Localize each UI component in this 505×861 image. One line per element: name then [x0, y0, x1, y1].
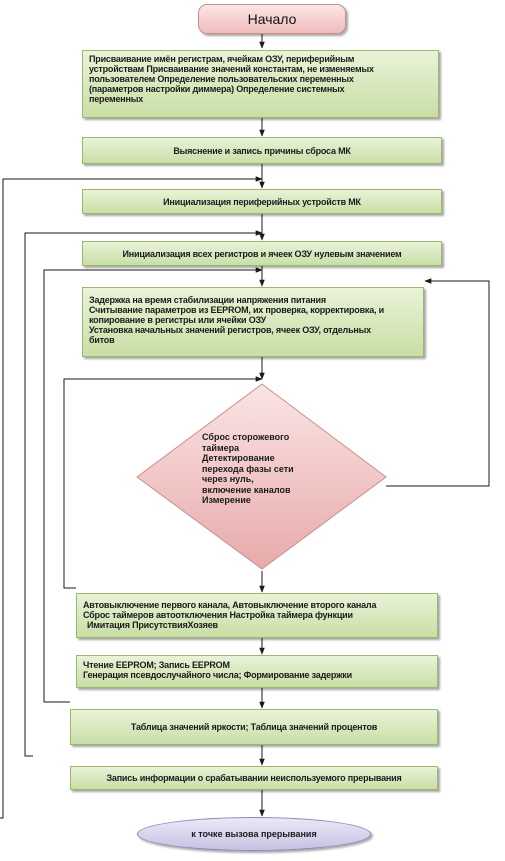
- step-text-line: пользователем Определение пользовательских переменных: [89, 74, 354, 84]
- step-text-line: Автовыключение первого канала, Автовыключение второго канала: [83, 600, 377, 610]
- step-text-line: Присваивание имён регистрам, ячейкам ОЗУ, периферийным: [89, 54, 355, 64]
- step-peripheral-init: [82, 189, 442, 214]
- step-text-line: Генерация псевдослучайного числа; Формирование задержки: [83, 670, 352, 680]
- decision-text-line: через нуль,: [202, 474, 254, 484]
- step-text-line: Инициализация всех регистров и ячеек ОЗУ нулевым значением: [122, 248, 402, 259]
- decision-text-line: таймера: [202, 442, 240, 453]
- step-text-line: устройствам Присваивание значений константам, не изменяемых: [89, 64, 374, 74]
- step-text-line: Запись информации о срабатывании неиспользуемого прерывания: [106, 773, 402, 783]
- step-text-line: Задержка на время стабилизации напряжения питания: [89, 295, 326, 305]
- step-text-line: копирование в регистры или ячейки ОЗУ: [89, 315, 266, 325]
- start-terminal: [198, 4, 346, 34]
- step-text-line: Сброс таймеров автоотключения Настройка таймера функции: [83, 610, 353, 620]
- step-tables: [70, 709, 438, 745]
- step-text-line: (параметров настройки диммера) Определение системных: [89, 84, 345, 94]
- decision-text-line: Детектирование: [202, 453, 275, 463]
- step-text-line: Инициализация периферийных устройств МК: [163, 196, 361, 207]
- step-text-line: битов: [89, 335, 115, 345]
- step-unused-interrupt: [70, 766, 438, 790]
- decision-text-line: Измерение: [202, 495, 251, 505]
- step-text-line: переменных: [89, 94, 144, 104]
- step-text-line: Считывание параметров из EEPROM, их проверка, корректировка, и: [89, 305, 384, 315]
- end-label: к точке вызова прерывания: [191, 829, 317, 839]
- step-eeprom-rw: [76, 655, 438, 688]
- decision-text-line: перехода фазы сети: [202, 463, 294, 474]
- step-text-line: Установка начальных значений регистров, ячеек ОЗУ, отдельных: [89, 325, 371, 335]
- step-declarations: [82, 50, 439, 118]
- start-label: Начало: [247, 11, 297, 27]
- step-ram-zero-init: [82, 241, 442, 266]
- end-terminal: [137, 817, 371, 851]
- step-auto-off: [76, 593, 438, 638]
- decision-text-line: Сброс сторожевого: [202, 432, 290, 442]
- step-text-line: Чтение EEPROM; Запись EEPROM: [83, 660, 230, 670]
- decision-text: [202, 432, 320, 506]
- decision-text-line: включение каналов: [202, 484, 291, 495]
- step-eeprom-load: [82, 287, 424, 357]
- step-text-line: Имитация ПрисутствияХозяев: [87, 620, 218, 630]
- step-reset-cause: [82, 137, 442, 164]
- step-text-line: Таблица значений яркости; Таблица значений процентов: [130, 722, 378, 732]
- step-text-line: Выяснение и запись причины сброса МК: [173, 145, 351, 156]
